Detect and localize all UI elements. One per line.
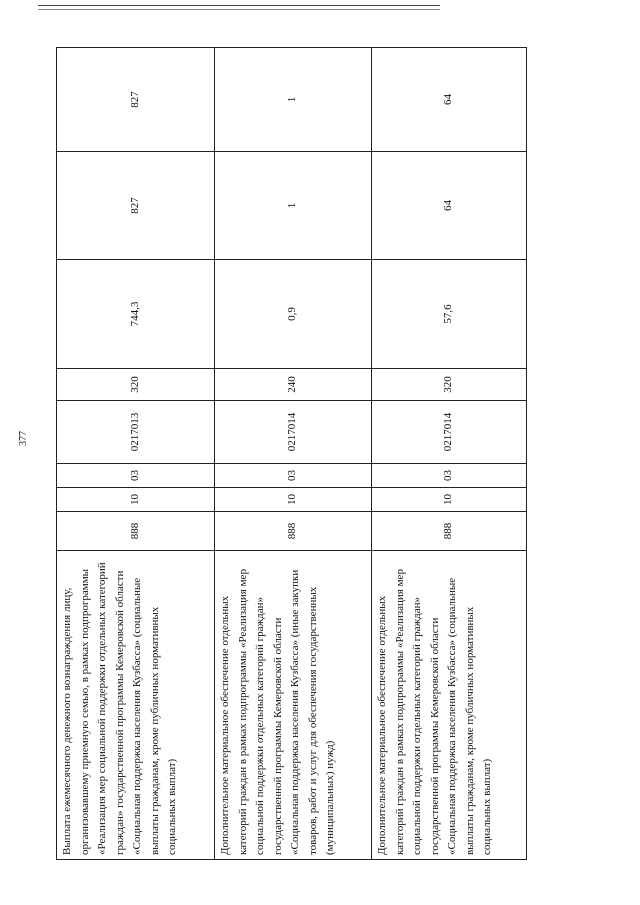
subsection-code: 03 [215, 464, 372, 488]
expense-type-code: 320 [372, 369, 527, 401]
ministry-code: 888 [57, 512, 215, 551]
section-code: 10 [57, 488, 215, 512]
expense-type-code: 240 [215, 369, 372, 401]
quantity-value: 64 [372, 152, 527, 260]
target-article-code: 0217014 [372, 401, 527, 464]
quantity-value: 827 [57, 48, 215, 152]
subsection-code: 03 [57, 464, 215, 488]
amount-value: 0,9 [215, 260, 372, 369]
table-row [372, 48, 527, 860]
quantity-value: 64 [372, 48, 527, 152]
section-code: 10 [215, 488, 372, 512]
subsection-code: 03 [372, 464, 527, 488]
amount-value: 57,6 [372, 260, 527, 369]
expense-type-code: 320 [57, 369, 215, 401]
budget-table [56, 47, 527, 860]
top-rule [38, 5, 440, 6]
row-description: Дополнительное материальное обеспечение отдельных категорий граждан в рамках подпрограммы «Реализация мер социальной поддержки отдельных категорий граждан» государственной программы Кемеровской области «Социальная поддержка населения Кузбасса» (иные закупки товаров, работ и услуг для обеспечения государственных (муниципальных) нужд) [215, 551, 372, 860]
row-description: Дополнительное материальное обеспечение отдельных категорий граждан в рамках подпрограммы «Реализация мер социальной поддержки отдельных категорий граждан» государственной программы Кемеровской области «Социальная поддержка населения Кузбасса» (социальные выплаты гражданам, кроме публичных нормативных социальных выплат) [372, 551, 527, 860]
quantity-value: 1 [215, 152, 372, 260]
ministry-code: 888 [215, 512, 372, 551]
row-description: Выплата ежемесячного денежного вознаграждения лицу, организовавшему приемную семью, в рамках подпрограммы «Реализация мер социальной поддержки отдельных категорий граждан» государственной программы Кемеровской области «Социальная поддержка населения Кузбасса» (социальные выплаты гражданам, кроме публичных нормативных социальных выплат) [57, 551, 215, 860]
quantity-value: 1 [215, 48, 372, 152]
amount-value: 744,3 [57, 260, 215, 369]
section-code: 10 [372, 488, 527, 512]
table-row [57, 48, 215, 860]
budget-table-rotated [56, 48, 526, 860]
target-article-code: 0217013 [57, 401, 215, 464]
ministry-code: 888 [372, 512, 527, 551]
page-number: 377 [18, 431, 29, 446]
table-row [215, 48, 372, 860]
target-article-code: 0217014 [215, 401, 372, 464]
top-rule-secondary [38, 9, 440, 10]
quantity-value: 827 [57, 152, 215, 260]
